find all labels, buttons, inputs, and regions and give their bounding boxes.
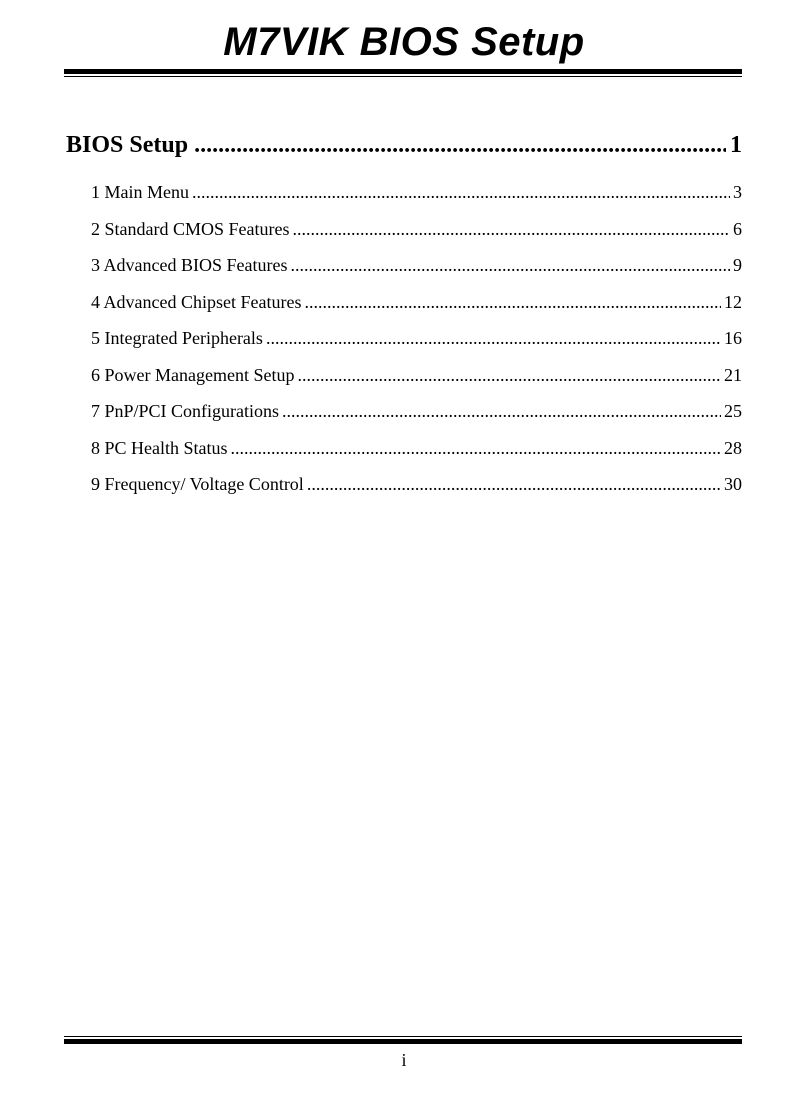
toc-entry-page: 12	[724, 291, 742, 312]
toc-dot-leader	[304, 284, 721, 321]
page-header-title: M7VIK BIOS Setup	[223, 20, 585, 64]
toc-entry-label: 4 Advanced Chipset Features	[91, 291, 302, 312]
header-rule-thick	[64, 69, 742, 74]
table-of-contents	[66, 125, 742, 503]
toc-entry-label: 1 Main Menu	[91, 182, 189, 202]
toc-entry-integrated-peripherals[interactable]	[66, 320, 742, 357]
toc-entry-frequency-voltage-control[interactable]	[66, 466, 742, 503]
toc-entry-pc-health-status[interactable]	[66, 430, 742, 467]
toc-entry-standard-cmos-features[interactable]	[66, 211, 742, 248]
toc-entry-label: 6 Power Management Setup	[91, 364, 295, 385]
toc-dot-leader	[290, 247, 730, 284]
toc-entry-advanced-bios-features[interactable]	[66, 247, 742, 284]
toc-entry-label: 9 Frequency/ Voltage Control	[91, 474, 304, 494]
toc-dot-leader	[297, 357, 721, 394]
toc-entry-label: 7 PnP/PCI Configurations	[91, 401, 280, 421]
toc-entry-page: 21	[724, 364, 742, 385]
toc-entry-label: 8 PC Health Status	[91, 437, 228, 458]
toc-entry-label: BIOS Setup	[66, 132, 189, 158]
page-number: i	[401, 1050, 407, 1070]
toc-dot-leader	[292, 211, 730, 248]
toc-entry-page: 3	[733, 182, 742, 202]
toc-dot-leader	[192, 174, 730, 211]
footer-rule-thin	[64, 1036, 742, 1037]
toc-dot-leader	[194, 125, 726, 165]
toc-entry-page: 16	[724, 328, 742, 348]
toc-entry-page: 25	[724, 401, 742, 421]
header-rule-thin	[64, 76, 742, 77]
toc-dot-leader	[231, 430, 721, 467]
toc-entry-page: 6	[733, 218, 742, 239]
toc-entry-page: 28	[724, 437, 742, 458]
toc-entry-advanced-chipset-features[interactable]	[66, 284, 742, 321]
toc-dot-leader	[307, 466, 721, 503]
toc-entry-label: 2 Standard CMOS Features	[91, 218, 290, 239]
toc-entry-bios-setup[interactable]	[66, 125, 742, 165]
toc-entry-page: 1	[730, 132, 742, 158]
toc-entry-main-menu[interactable]	[66, 174, 742, 211]
footer-rule-thick	[64, 1039, 742, 1044]
toc-entry-label: 5 Integrated Peripherals	[91, 328, 263, 348]
toc-dot-leader	[282, 393, 721, 430]
toc-dot-leader	[266, 320, 721, 357]
toc-entry-label: 3 Advanced BIOS Features	[91, 255, 288, 275]
toc-entry-pnp-pci-configurations[interactable]	[66, 393, 742, 430]
toc-entry-page: 30	[724, 474, 742, 494]
toc-entry-power-management-setup[interactable]	[66, 357, 742, 394]
toc-entry-page: 9	[733, 255, 742, 275]
